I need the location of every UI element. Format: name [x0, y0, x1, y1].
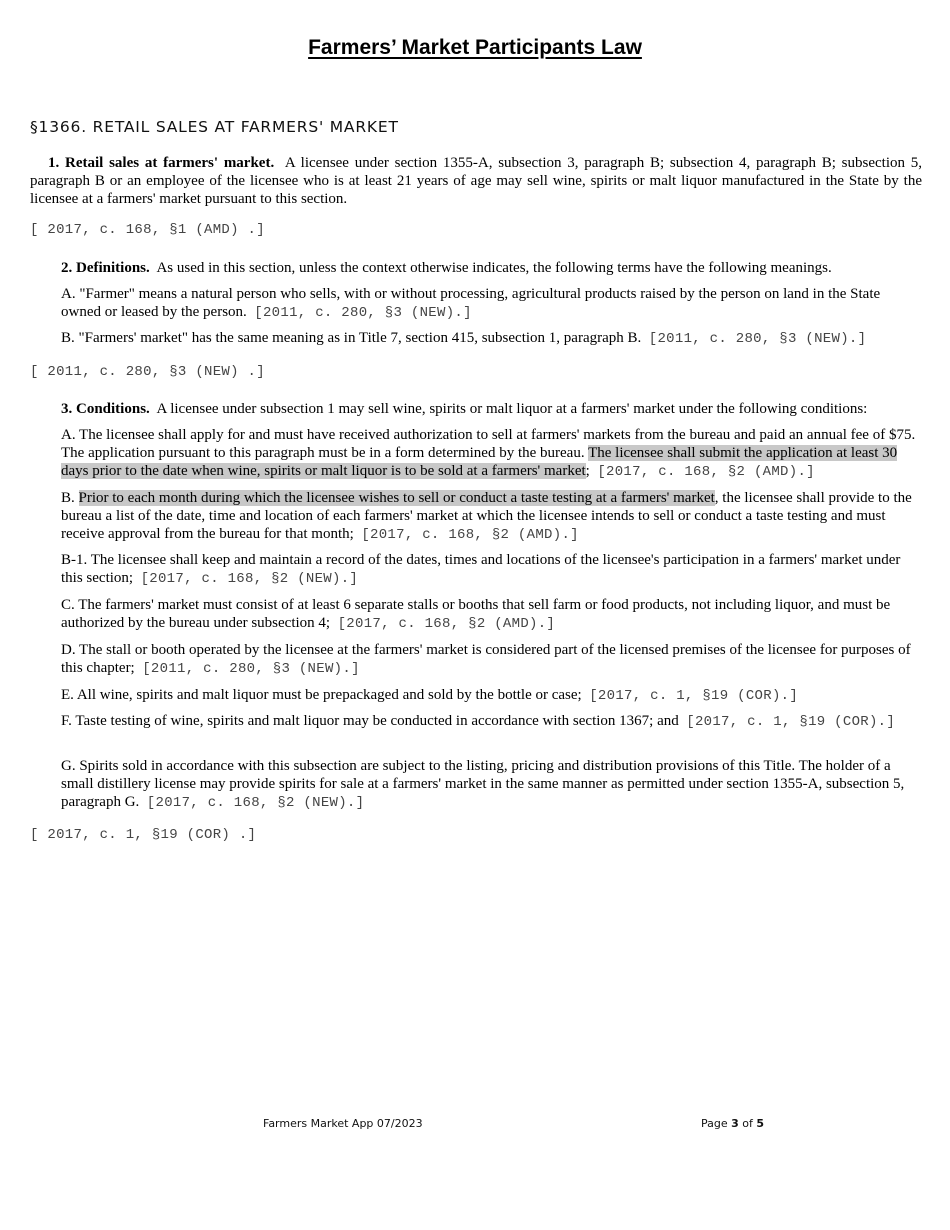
subsection-3-paragraph-b	[61, 489, 921, 544]
subsection-1-history: [ 2017, c. 168, §1 (AMD) .]	[30, 222, 265, 238]
current-page: 3	[731, 1117, 739, 1130]
document-title: Farmers’ Market Participants Law	[308, 36, 642, 59]
subsection-3-number: 3	[61, 401, 69, 417]
subsection-3: 3. Conditions. A licensee under subsection 1 may sell wine, spirits or malt liquor at a farmers' market under the following conditions:	[61, 401, 868, 417]
subsection-2-paragraph-b	[61, 329, 921, 348]
paragraph-history: [2011, c. 280, §3 (NEW).]	[254, 305, 472, 321]
paragraph-history: [2011, c. 280, §3 (NEW).]	[648, 331, 867, 347]
subsection-3-paragraph-a: A. The licensee shall apply for and must have received authorization to sell at farmers' markets from the bureau and paid an annual fee of $75. The application pursuant to this paragraph must be in a form determined by the bureau. The licensee shall submit the application at least 30 days prior to the date when wine, spirits or malt liquor is to be sold at a farmers' market; [2017, c. 168, §2 (AMD).]	[61, 427, 916, 480]
subsection-2-heading: Definitions.	[76, 260, 150, 276]
subsection-1-number: 1	[48, 155, 56, 171]
paragraph-history: [2017, c. 168, §2 (NEW).]	[146, 795, 365, 811]
subsection-2-history: [ 2011, c. 280, §3 (NEW) .]	[30, 364, 265, 380]
paragraph-text: B-1. The licensee shall keep and maintain a record of the dates, times and locations of the licensee's participation in a farmers' market under this section;	[61, 552, 901, 586]
highlighted-text: Prior to each month during which the licensee wishes to sell or conduct a taste testing at a farmers' market	[78, 490, 715, 506]
footer-document-label: Farmers Market App 07/2023	[263, 1117, 423, 1130]
subsection-3-paragraph-g	[61, 757, 921, 812]
paragraph-text: , the licensee shall provide to the bureau a list of the date, time and location of each farmers' market at which the licensee intends to sell or conduct a taste testing and must receive approval from the bureau for that month;	[61, 490, 912, 542]
paragraph-text: G. Spirits sold in accordance with this subsection are subject to the listing, pricing and distribution provisions of this Title. The holder of a small distillery license may provide spirits for sale at a farmers' market in the same manner as permitted under section 1355-A, subsection 5, paragraph G.	[61, 758, 905, 810]
subsection-2: 2. Definitions. As used in this section, unless the context otherwise indicates, the following terms have the following meanings.	[61, 260, 832, 276]
subsection-3-paragraph-d	[61, 641, 921, 678]
paragraph-text: F. Taste testing of wine, spirits and malt liquor may be conducted in accordance with section 1367; and	[61, 713, 679, 729]
subsection-3-heading: Conditions.	[76, 401, 150, 417]
paragraph-history: [2017, c. 1, §19 (COR).]	[686, 714, 896, 730]
subsection-1: 1. Retail sales at farmers' market. A licensee under section 1355-A, subsection 3, paragraph B; subsection 4, paragraph B; subsection 5, paragraph B or an employee of the licensee who is at least 21 years of age may sell wine, spirits or malt liquor manufactured in the State by the licensee at a farmers' market pursuant to this section.	[30, 155, 922, 207]
paragraph-text: A. "Farmer" means a natural person who sells, with or without processing, agricultural products raised by the person on land in the State owned or leased by the person.	[61, 286, 881, 320]
subsection-3-text: A licensee under subsection 1 may sell wine, spirits or malt liquor at a farmers' market under the following conditions:	[156, 401, 868, 417]
section-heading: §1366. RETAIL SALES AT FARMERS' MARKET	[30, 118, 399, 136]
subsection-3-history: [ 2017, c. 1, §19 (COR) .]	[30, 827, 257, 843]
paragraph-text: E. All wine, spirits and malt liquor must be prepackaged and sold by the bottle or case;	[61, 687, 582, 703]
total-pages: 5	[756, 1117, 765, 1130]
paragraph-history: [2017, c. 168, §2 (NEW).]	[140, 571, 359, 587]
subsection-3-paragraph-e	[61, 686, 921, 705]
subsection-2-text: As used in this section, unless the context otherwise indicates, the following terms have the following meanings.	[156, 260, 832, 276]
paragraph-history: [2017, c. 168, §2 (AMD).]	[337, 616, 556, 632]
subsection-3-paragraph-f	[61, 712, 921, 731]
paragraph-history: [2017, c. 1, §19 (COR).]	[589, 688, 799, 704]
paragraph-history: [2017, c. 168, §2 (AMD).]	[597, 464, 815, 480]
paragraph-history: [2011, c. 280, §3 (NEW).]	[142, 661, 360, 677]
paragraph-text: B. "Farmers' market" has the same meaning as in Title 7, section 415, subsection 1, paragraph B.	[61, 330, 642, 346]
subsection-3-paragraph-b1	[61, 551, 921, 588]
highlighted-text: The licensee shall submit the application at least 30 days prior to the date when wine, spirits or malt liquor is to be sold at a farmers' market	[61, 445, 898, 479]
paragraph-label: B.	[61, 490, 75, 506]
footer-page-number: Page 3 of 5	[701, 1117, 765, 1130]
paragraph-text: A. The licensee shall apply for and must have received authorization to sell at farmers' markets from the bureau and paid an annual fee of $75. The application pursuant to this paragraph must be in a form determined by the bureau.	[61, 427, 916, 461]
subsection-3-paragraph-c	[61, 596, 921, 633]
subsection-1-heading: Retail sales at farmers' market.	[65, 155, 275, 171]
paragraph-text: C. The farmers' market must consist of at least 6 separate stalls or booths that sell farm or food products, not including liquor, and must be authorized by the bureau under subsection 4;	[61, 597, 891, 631]
paragraph-history: [2017, c. 168, §2 (AMD).]	[361, 527, 579, 543]
paragraph-text: D. The stall or booth operated by the licensee at the farmers' market is considered part of the licensed premises of the licensee for purposes of this chapter;	[61, 642, 911, 676]
subsection-2-number: 2	[61, 260, 69, 276]
subsection-2-paragraph-a	[61, 285, 921, 322]
subsection-1-text: A licensee under section 1355-A, subsection 3, paragraph B; subsection 4, paragraph B; subsection 5, paragraph B or an employee of the licensee who is at least 21 years of age may sell wine, spirits or malt liquor manufactured in the State by the licensee at a farmers' market pursuant to this section.	[30, 155, 922, 207]
